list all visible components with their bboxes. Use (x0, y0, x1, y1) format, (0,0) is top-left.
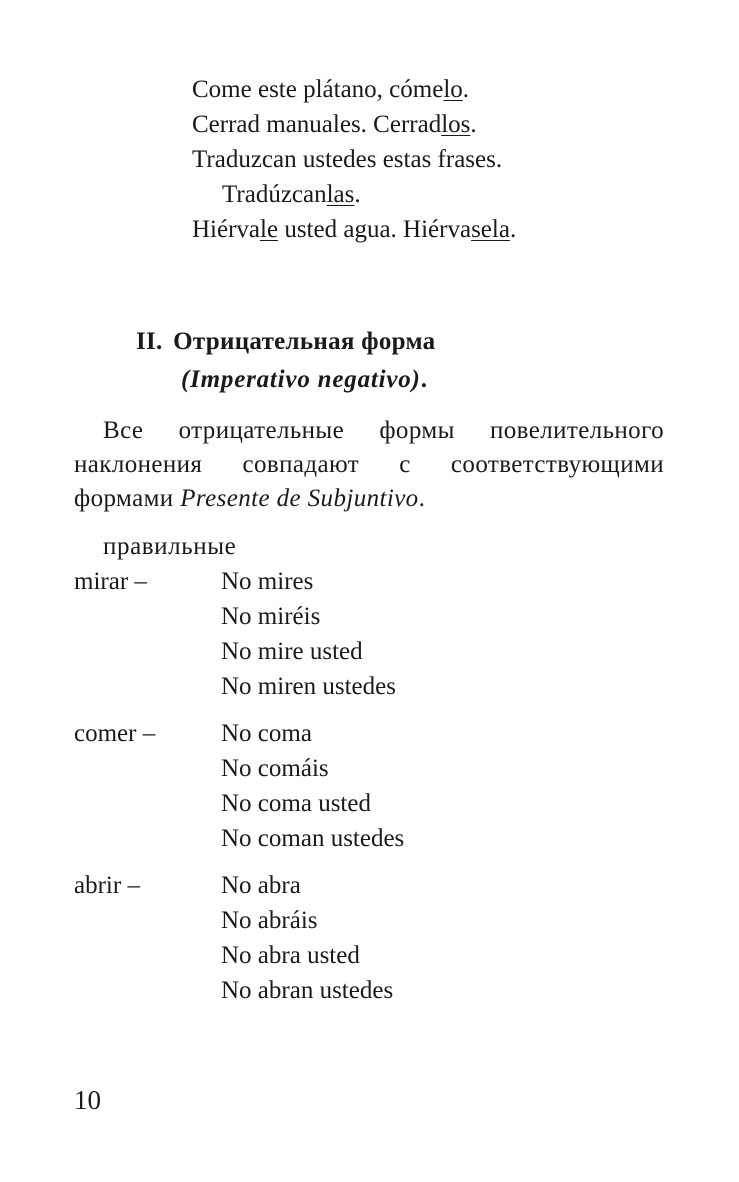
example-text: Traduzcan ustedes estas frases. (192, 146, 503, 173)
example-text: Tradúzcan (222, 181, 327, 208)
example-line (192, 145, 502, 175)
example-text: Hiérva (192, 216, 261, 243)
verb-form: No mire usted (221, 638, 363, 665)
verb-form: No miréis (221, 603, 321, 630)
section-number: II. (136, 328, 163, 355)
paragraph-line: Все отрицательные формы повелительного (103, 417, 664, 444)
page-number: 10 (74, 1085, 101, 1115)
paragraph-italic-term: Presente de Subjuntivo (180, 485, 419, 512)
paragraph-line (74, 482, 664, 516)
group-label: правильные (103, 533, 237, 560)
section-title: Отрицательная форма (173, 328, 436, 355)
example-line (192, 110, 477, 140)
paragraph-line: наклонения совпадают с соответствующими (74, 451, 664, 478)
verb-infinitive: abrir – (74, 872, 140, 899)
example-line (222, 180, 361, 210)
verb-form: No abra usted (221, 942, 360, 969)
verb-form: No abra (221, 872, 301, 899)
underlined-pronoun: las (326, 181, 355, 208)
paragraph-text: формами (74, 485, 181, 512)
example-line (192, 75, 469, 105)
verb-form: No abran ustedes (221, 977, 394, 1004)
verb-infinitive: comer – (74, 720, 156, 747)
underlined-pronoun: le (260, 216, 279, 243)
verb-infinitive: mirar – (74, 568, 147, 595)
example-text: . (470, 111, 477, 138)
example-text: Come este plátano, cóme (192, 76, 444, 103)
verb-form: No mires (221, 568, 314, 595)
paragraph-text: . (418, 485, 426, 512)
example-text: Cerrad manuales. Cerrad (192, 111, 442, 138)
section-heading (136, 327, 435, 357)
example-text: . (462, 76, 470, 103)
verb-form: No abráis (221, 907, 318, 934)
example-line (192, 215, 516, 245)
section-subtitle-end: . (420, 366, 428, 393)
underlined-pronoun: lo (443, 76, 463, 103)
example-text: . (354, 181, 361, 208)
verb-form: No miren ustedes (221, 673, 396, 700)
underlined-pronoun: los (441, 111, 471, 138)
underlined-pronoun: sela (471, 216, 510, 243)
verb-form: No coma (221, 720, 312, 747)
section-subheading (181, 365, 427, 395)
example-text: usted agua. Hiérva (278, 216, 472, 243)
verb-form: No coma usted (221, 790, 371, 817)
example-text: . (509, 216, 517, 243)
verb-form: No comáis (221, 755, 329, 782)
section-subtitle: (Imperativo negativo) (181, 366, 421, 393)
verb-form: No coman ustedes (221, 825, 405, 852)
body-paragraph (74, 414, 664, 516)
